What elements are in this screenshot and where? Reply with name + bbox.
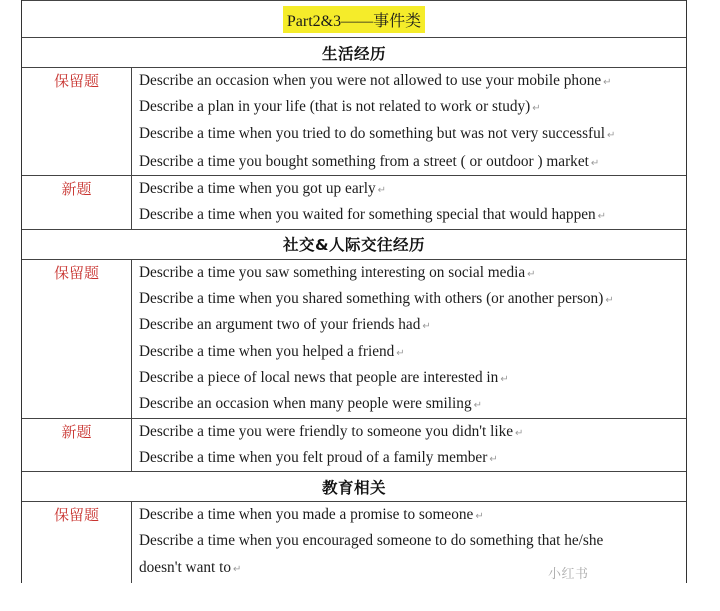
question-item: Describe a plan in your life (that is not related to work or study) ↵ <box>139 98 541 116</box>
question-group <box>22 176 686 230</box>
question-item: Describe a time when you felt proud of a family member ↵ <box>139 448 498 466</box>
table-title: Part2&3——事件类 <box>283 6 425 33</box>
question-item: Describe a piece of local news that people are interested in ↵ <box>139 368 509 386</box>
question-item: Describe a time you bought something from a street ( or outdoor ) market ↵ <box>139 152 600 170</box>
group-label-new: 新题 <box>22 419 132 472</box>
document-table <box>21 0 687 583</box>
question-item: Describe a time when you helped a friend ↵ <box>139 342 405 360</box>
question-list <box>132 419 686 472</box>
section-heading-social: 社交&人际交往经历 <box>22 230 686 260</box>
section-heading-life: 生活经历 <box>22 38 686 68</box>
question-item: Describe a time when you waited for something special that would happen ↵ <box>139 206 607 224</box>
question-item: Describe a time when you tried to do something but was not very successful ↵ <box>139 124 616 142</box>
question-list <box>132 260 686 418</box>
table-title-row <box>22 0 686 38</box>
question-list <box>132 176 686 229</box>
group-label-retained: 保留题 <box>22 68 132 175</box>
question-group <box>22 260 686 419</box>
question-item: Describe an occasion when many people were smiling ↵ <box>139 395 482 413</box>
group-label-retained: 保留题 <box>22 502 132 583</box>
question-item: Describe a time when you made a promise to someone ↵ <box>139 506 484 524</box>
question-item: Describe an argument two of your friends had ↵ <box>139 316 431 334</box>
question-item: Describe a time you were friendly to someone you didn't like ↵ <box>139 422 524 440</box>
question-item: Describe a time when you got up early ↵ <box>139 180 386 198</box>
question-item: Describe an occasion when you were not allowed to use your mobile phone ↵ <box>139 72 612 89</box>
question-list <box>132 68 686 175</box>
group-label-retained: 保留题 <box>22 260 132 418</box>
group-label-new: 新题 <box>22 176 132 229</box>
question-item: Describe a time you saw something interesting on social media ↵ <box>139 263 536 281</box>
question-group <box>22 419 686 473</box>
watermark: 小红书 <box>548 566 589 581</box>
question-list <box>132 502 686 583</box>
question-item: Describe a time when you encouraged someone to do something that he/she doesn't want to ↵ <box>139 532 604 576</box>
section-heading-education: 教育相关 <box>22 472 686 502</box>
question-group <box>22 68 686 176</box>
question-item: Describe a time when you shared something with others (or another person) ↵ <box>139 290 614 308</box>
